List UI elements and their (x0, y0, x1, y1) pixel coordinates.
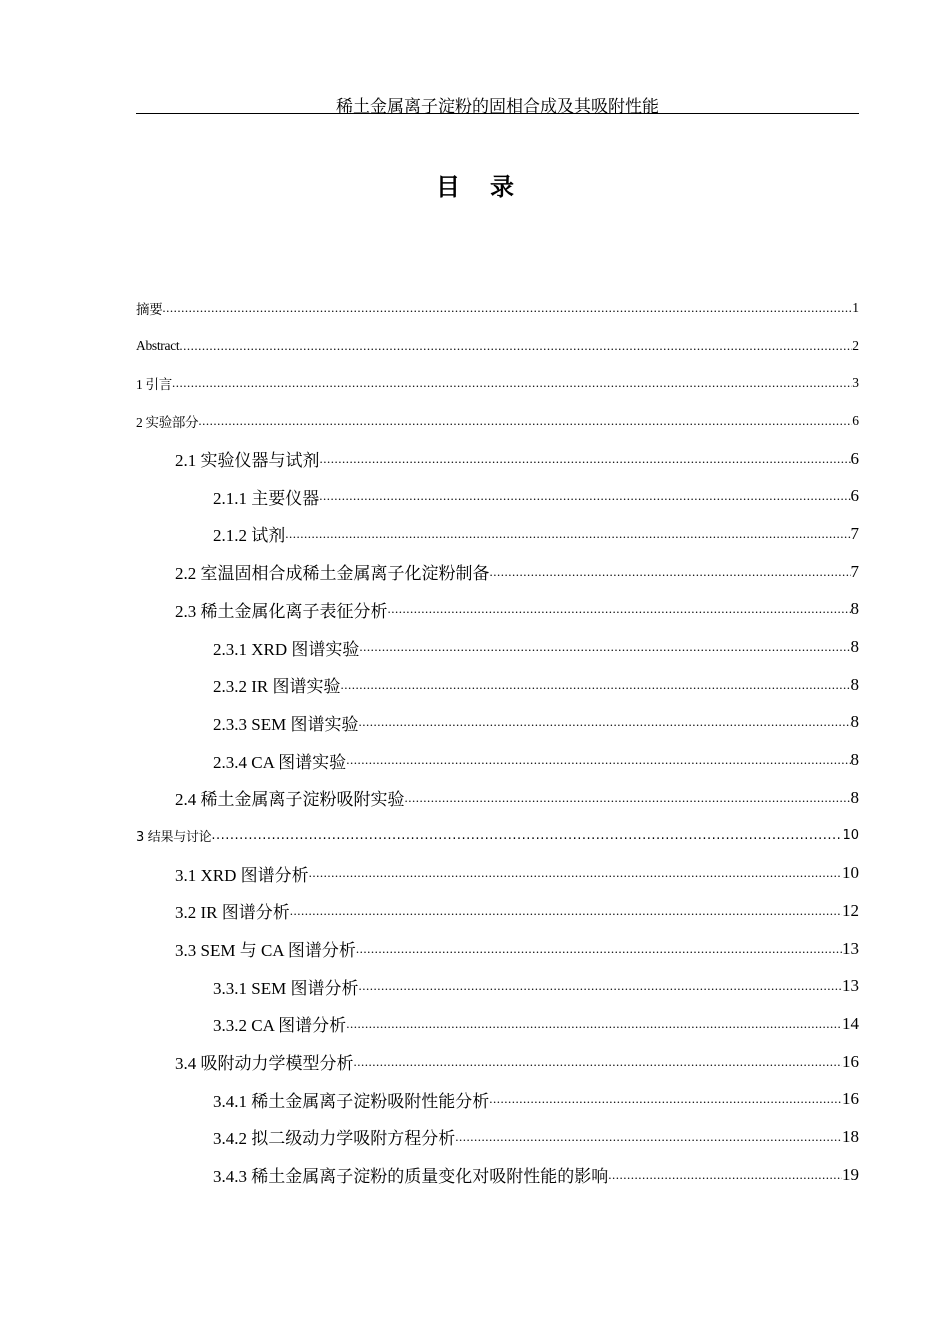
toc-entry[interactable] (136, 854, 859, 892)
toc-entry-page: 14 (842, 1013, 859, 1033)
toc-entry[interactable] (136, 930, 859, 968)
toc-entry-page: 13 (842, 976, 859, 996)
toc-entry-label: 3.3.2 CA 图谱分析 (213, 1016, 347, 1036)
toc-entry-page: 8 (850, 674, 859, 694)
toc-entry-label: 3.4.2 拟二级动力学吸附方程分析 (213, 1129, 456, 1149)
dot-leader (358, 978, 842, 994)
toc-entry[interactable] (136, 440, 859, 478)
dot-leader (179, 338, 852, 354)
toc-entry[interactable] (136, 364, 859, 402)
toc-entry-label: Abstract (136, 337, 180, 353)
dot-leader (341, 677, 851, 693)
toc-entry-page: 8 (850, 599, 859, 619)
dot-leader (285, 526, 850, 542)
toc-entry[interactable] (136, 741, 859, 779)
dot-leader (358, 714, 850, 730)
dot-leader (309, 865, 842, 881)
toc-entry-label: 2.4 稀土金属离子淀粉吸附实验 (175, 790, 405, 810)
dot-leader (320, 451, 851, 467)
dot-leader (405, 790, 851, 806)
toc-entry-page: 16 (842, 1089, 859, 1109)
page-title: 目录 (436, 173, 544, 201)
dot-leader (359, 639, 850, 655)
dot-leader (490, 564, 851, 580)
toc-entry-label: 1 引言 (136, 377, 172, 393)
toc-entry-page: 6 (850, 448, 859, 468)
toc-entry-label: 2.2 室温固相合成稀土金属离子化淀粉制备 (175, 564, 490, 584)
toc-entry-page: 12 (842, 900, 859, 920)
dot-leader (198, 413, 852, 429)
dot-leader (354, 1054, 843, 1070)
toc-entry-label: 摘要 (136, 301, 163, 317)
toc-entry[interactable] (136, 1156, 859, 1194)
toc-entry-page: 1 (852, 299, 859, 315)
dot-leader (172, 375, 852, 391)
table-of-contents (136, 289, 859, 1194)
dot-leader (346, 1016, 842, 1032)
running-header: 稀土金属离子淀粉的固相合成及其吸附性能 (336, 97, 659, 116)
toc-entry-page: 10 (842, 863, 859, 883)
toc-entry-label: 3.4.3 稀土金属离子淀粉的质量变化对吸附性能的影响 (213, 1167, 609, 1187)
toc-entry[interactable] (136, 1080, 859, 1118)
toc-entry-page: 8 (850, 750, 859, 770)
toc-entry[interactable] (136, 892, 859, 930)
toc-entry-page: 6 (850, 486, 859, 506)
toc-entry-label: 3.3.1 SEM 图谱分析 (213, 978, 359, 998)
toc-entry-label: 2.3 稀土金属化离子表征分析 (175, 601, 388, 621)
toc-entry[interactable] (136, 779, 859, 817)
dot-leader (608, 1167, 842, 1183)
toc-entry-page: 2 (852, 337, 859, 353)
toc-entry-label: 3 结果与讨论 (136, 829, 212, 845)
toc-entry-page: 8 (850, 712, 859, 732)
dot-leader (489, 1091, 842, 1107)
toc-entry[interactable] (136, 289, 859, 327)
toc-entry-label: 3.4 吸附动力学模型分析 (175, 1054, 354, 1074)
toc-entry-page: 10 (842, 827, 859, 843)
toc-entry-label: 2.3.1 XRD 图谱实验 (213, 639, 360, 659)
dot-leader (388, 601, 851, 617)
toc-entry-page: 18 (842, 1126, 859, 1146)
toc-entry[interactable] (136, 628, 859, 666)
toc-entry-label: 3.4.1 稀土金属离子淀粉吸附性能分析 (213, 1091, 490, 1111)
toc-entry[interactable] (136, 477, 859, 515)
toc-entry-page: 7 (850, 561, 859, 581)
dot-leader (290, 903, 842, 919)
toc-entry[interactable] (136, 817, 859, 855)
toc-entry[interactable] (136, 704, 859, 742)
toc-entry-page: 6 (852, 412, 859, 428)
toc-entry[interactable] (136, 1118, 859, 1156)
toc-entry-page: 16 (842, 1051, 859, 1071)
toc-entry-label: 2 实验部分 (136, 414, 199, 430)
toc-entry-label: 2.3.3 SEM 图谱实验 (213, 714, 359, 734)
toc-entry-page: 13 (842, 938, 859, 958)
toc-entry[interactable] (136, 1005, 859, 1043)
dot-leader (346, 752, 850, 768)
header-rule (136, 113, 859, 114)
toc-entry[interactable] (136, 553, 859, 591)
toc-entry-label: 2.1.1 主要仪器 (213, 488, 320, 508)
toc-entry-label: 2.1.2 试剂 (213, 526, 286, 546)
toc-entry-label: 3.1 XRD 图谱分析 (175, 865, 309, 885)
toc-entry[interactable] (136, 1043, 859, 1081)
toc-entry[interactable] (136, 327, 859, 365)
dot-leader (319, 488, 850, 504)
toc-entry-label: 3.3 SEM 与 CA 图谱分析 (175, 941, 356, 961)
toc-entry[interactable] (136, 666, 859, 704)
toc-entry-page: 7 (850, 523, 859, 543)
toc-entry-label: 2.1 实验仪器与试剂 (175, 451, 320, 471)
dot-leader (356, 941, 842, 957)
toc-entry[interactable] (136, 591, 859, 629)
toc-entry[interactable] (136, 967, 859, 1005)
toc-entry-label: 3.2 IR 图谱分析 (175, 903, 290, 923)
toc-entry-page: 8 (850, 637, 859, 657)
toc-entry-page: 3 (852, 375, 859, 391)
toc-entry-page: 19 (842, 1164, 859, 1184)
dot-leader (455, 1129, 842, 1145)
toc-entry-page: 8 (850, 787, 859, 807)
toc-entry-label: 2.3.4 CA 图谱实验 (213, 752, 347, 772)
toc-entry[interactable] (136, 515, 859, 553)
dot-leader (162, 300, 852, 316)
dot-leader (211, 828, 842, 843)
toc-entry[interactable] (136, 402, 859, 440)
toc-entry-label: 2.3.2 IR 图谱实验 (213, 677, 341, 697)
